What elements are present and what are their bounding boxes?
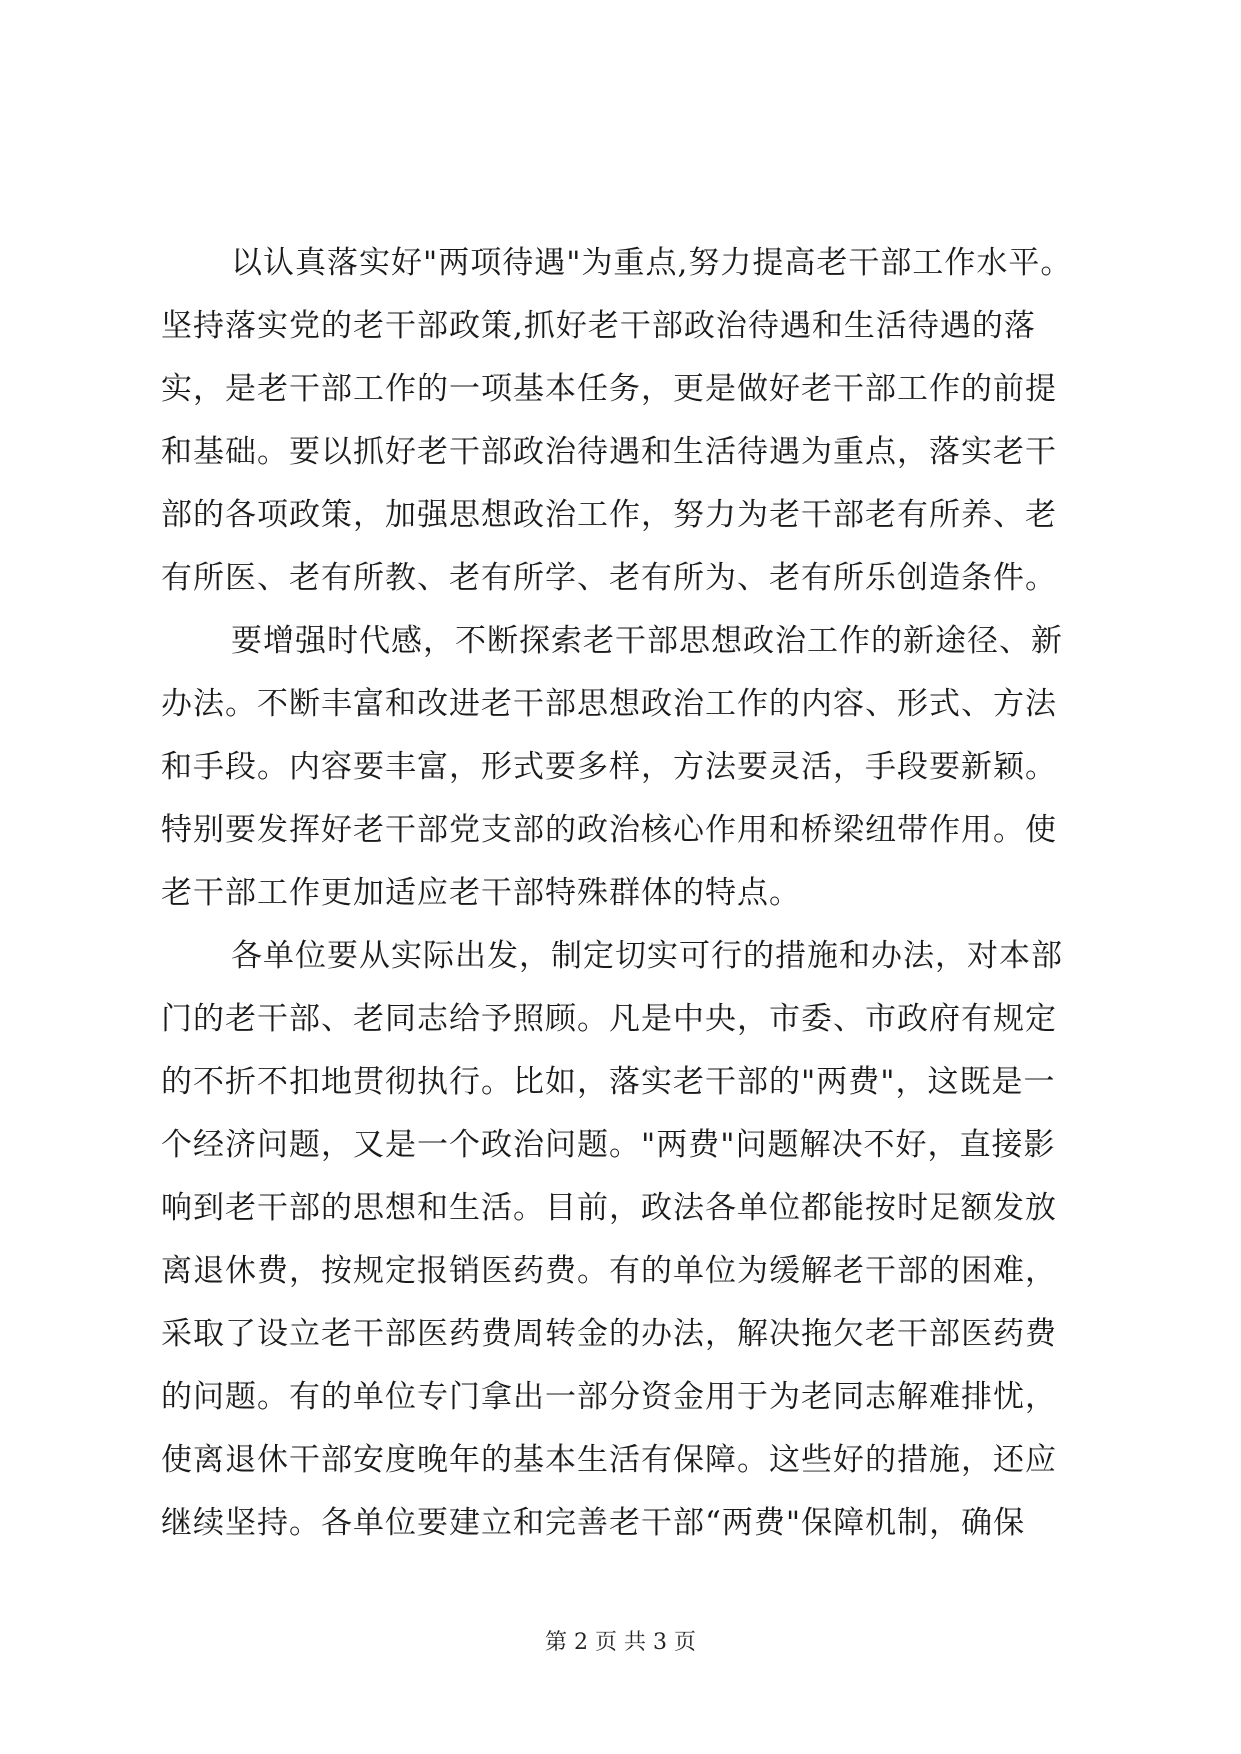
- text-line: 和基础。要以抓好老干部政治待遇和生活待遇为重点，落实老干: [161, 434, 1057, 470]
- text-line: 离退休费，按规定报销医药费。有的单位为缓解老干部的困难，: [161, 1253, 1057, 1289]
- text-line: 实，是老干部工作的一项基本任务，更是做好老干部工作的前提: [161, 371, 1057, 407]
- paragraph-first-line: 要增强时代感，不断探索老干部思想政治工作的新途径、新: [231, 623, 1063, 659]
- text-line: 的问题。有的单位专门拿出一部分资金用于为老同志解难排忧，: [161, 1379, 1057, 1415]
- text-line: 继续坚持。各单位要建立和完善老干部“两费"保障机制，确保: [161, 1505, 1026, 1541]
- page-footer: 第 2 页 共 3 页: [545, 1630, 696, 1655]
- text-line: 有所医、老有所教、老有所学、老有所为、老有所乐创造条件。: [161, 560, 1057, 596]
- text-line: 门的老干部、老同志给予照顾。凡是中央，市委、市政府有规定: [161, 1001, 1057, 1037]
- text-line: 响到老干部的思想和生活。目前，政法各单位都能按时足额发放: [161, 1190, 1057, 1226]
- document-body: [161, 232, 1091, 1555]
- text-line: 老干部工作更加适应老干部特殊群体的特点。: [161, 875, 801, 911]
- text-line: 和手段。内容要丰富，形式要多样，方法要灵活，手段要新颖。: [161, 749, 1057, 785]
- text-line: 坚持落实党的老干部政策,抓好老干部政治待遇和生活待遇的落: [161, 308, 1036, 344]
- text-line: 的不折不扣地贯彻执行。比如，落实老干部的"两费"，这既是一: [161, 1064, 1056, 1100]
- text-line: 采取了设立老干部医药费周转金的办法，解决拖欠老干部医药费: [161, 1316, 1057, 1352]
- paragraph-first-line: 各单位要从实际出发，制定切实可行的措施和办法，对本部: [231, 938, 1063, 974]
- text-line: 使离退休干部安度晚年的基本生活有保障。这些好的措施，还应: [161, 1442, 1057, 1478]
- paragraph-first-line: 以认真落实好"两项待遇"为重点,努力提高老干部工作水平。: [231, 245, 1073, 281]
- text-line: 个经济问题，又是一个政治问题。"两费"问题解决不好，直接影: [161, 1127, 1056, 1163]
- text-line: 办法。不断丰富和改进老干部思想政治工作的内容、形式、方法: [161, 686, 1057, 722]
- text-line: 特别要发挥好老干部党支部的政治核心作用和桥梁纽带作用。使: [161, 812, 1057, 848]
- text-line: 部的各项政策，加强思想政治工作，努力为老干部老有所养、老: [161, 497, 1057, 533]
